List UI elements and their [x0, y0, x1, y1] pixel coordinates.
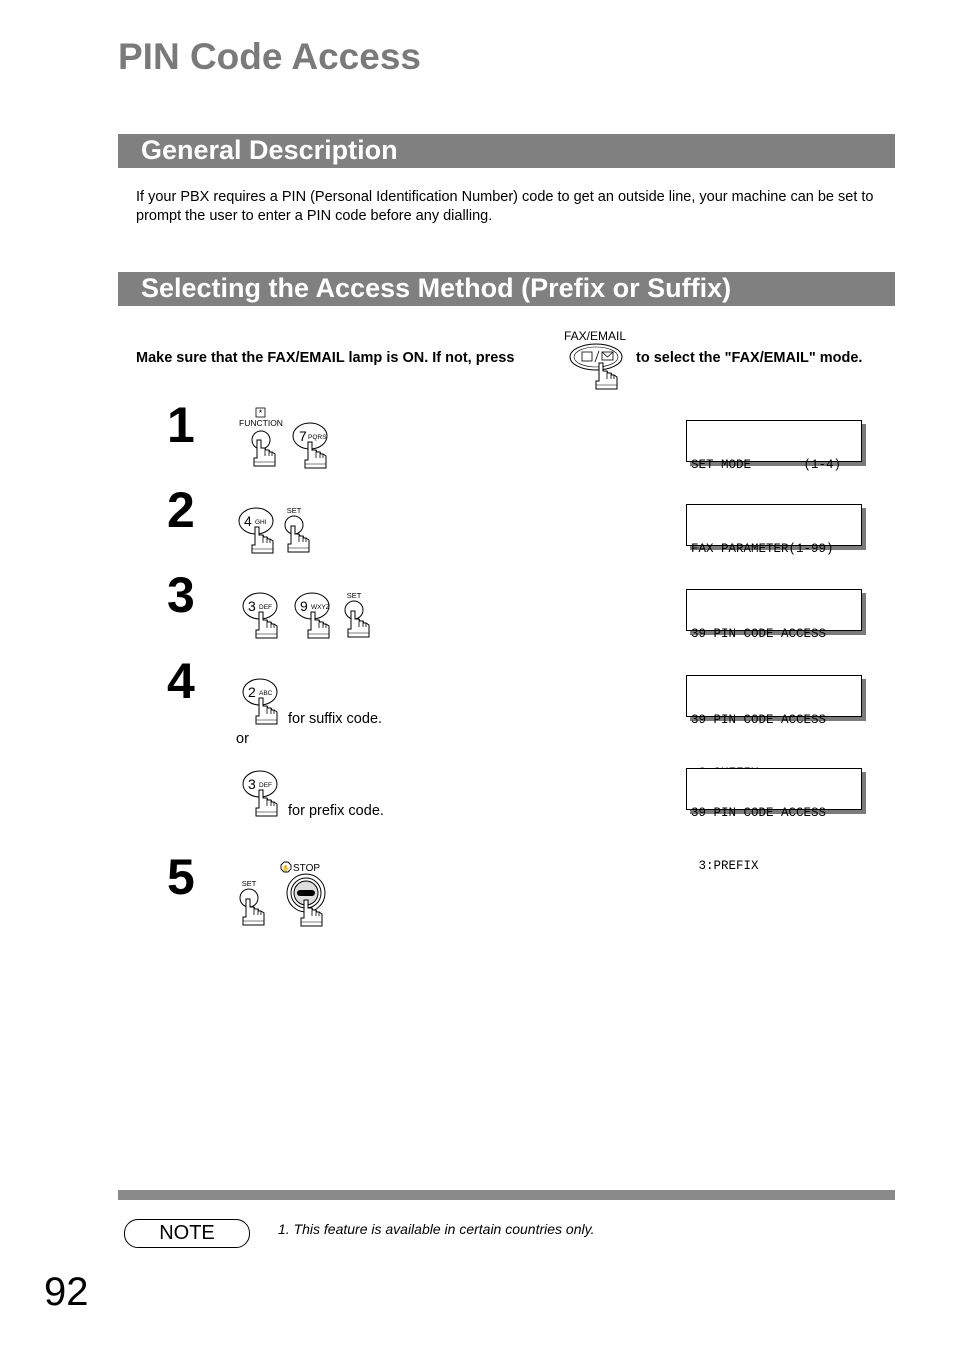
key-7-icon[interactable]	[290, 420, 336, 470]
key-4-icon[interactable]	[236, 505, 282, 555]
fax-email-key-label: FAX/EMAIL	[564, 329, 627, 343]
lcd-display-step-4-prefix: 39 PIN CODE ACCESS 3:PREFIX	[686, 768, 862, 810]
svg-text:STOP: STOP	[293, 863, 321, 874]
instruction-before: Make sure that the FAX/EMAIL lamp is ON. If not, press	[136, 350, 515, 366]
step-1-number: 1	[167, 397, 195, 453]
lcd-display-step-1: SET MODE (1-4)	[686, 420, 862, 462]
section-heading-access-method: Selecting the Access Method (Prefix or Suffix)	[118, 272, 895, 306]
footer-divider	[118, 1190, 895, 1200]
svg-text:DEF: DEF	[259, 604, 272, 611]
stop-key-icon[interactable]	[276, 860, 338, 930]
fax-email-button-icon[interactable]	[567, 342, 625, 390]
svg-text:ABC: ABC	[259, 690, 273, 697]
svg-text:SET: SET	[286, 506, 302, 515]
suffix-code-text: for suffix code.	[288, 711, 383, 727]
step-2-number: 2	[167, 482, 195, 538]
page-number: 92	[44, 1270, 89, 1314]
svg-text:2: 2	[248, 684, 256, 700]
key-9-icon[interactable]	[292, 590, 338, 640]
step-3-number: 3	[167, 567, 195, 623]
svg-text:✋: ✋	[282, 866, 290, 872]
svg-text:GHI: GHI	[255, 519, 267, 526]
key-3-icon[interactable]	[240, 590, 286, 640]
set-key-icon[interactable]	[343, 589, 377, 639]
svg-text:WXYZ: WXYZ	[311, 604, 330, 611]
svg-text:*: *	[258, 408, 263, 418]
section-heading-general: General Description	[118, 134, 895, 168]
svg-text:4: 4	[244, 513, 252, 529]
or-text: or	[236, 731, 249, 747]
svg-text:7: 7	[299, 428, 307, 444]
step-4-number: 4	[167, 653, 195, 709]
key-2-icon[interactable]	[240, 676, 286, 726]
prefix-code-text: for prefix code.	[288, 803, 384, 819]
instruction-after: to select the "FAX/EMAIL" mode.	[636, 350, 863, 366]
general-description-text: If your PBX requires a PIN (Personal Identification Number) code to get an outside line, your machine can be set to prompt the user to enter a PIN code before any dialling.	[136, 189, 874, 224]
svg-text:PQRS: PQRS	[308, 434, 327, 441]
lcd-display-step-3: 39 PIN CODE ACCESS	[686, 589, 862, 631]
svg-text:SET: SET	[346, 591, 362, 600]
svg-text:SET: SET	[241, 879, 257, 888]
svg-text:DEF: DEF	[259, 782, 272, 789]
svg-text:3: 3	[248, 598, 256, 614]
set-key-icon[interactable]	[238, 877, 272, 929]
note-text: 1. This feature is available in certain countries only.	[278, 1221, 595, 1237]
lcd-display-step-4-suffix: 39 PIN CODE ACCESS	[686, 675, 862, 717]
note-badge: NOTE	[124, 1219, 250, 1248]
function-key-icon[interactable]	[236, 406, 286, 470]
svg-text:9: 9	[300, 598, 308, 614]
key-3-icon[interactable]	[240, 768, 286, 818]
svg-text:FUNCTION: FUNCTION	[239, 418, 283, 428]
lcd-display-step-2: FAX PARAMETER(1-99)	[686, 504, 862, 546]
step-5-number: 5	[167, 849, 195, 905]
page-title: PIN Code Access	[118, 36, 421, 77]
set-key-icon[interactable]	[283, 504, 317, 554]
svg-text:3: 3	[248, 776, 256, 792]
